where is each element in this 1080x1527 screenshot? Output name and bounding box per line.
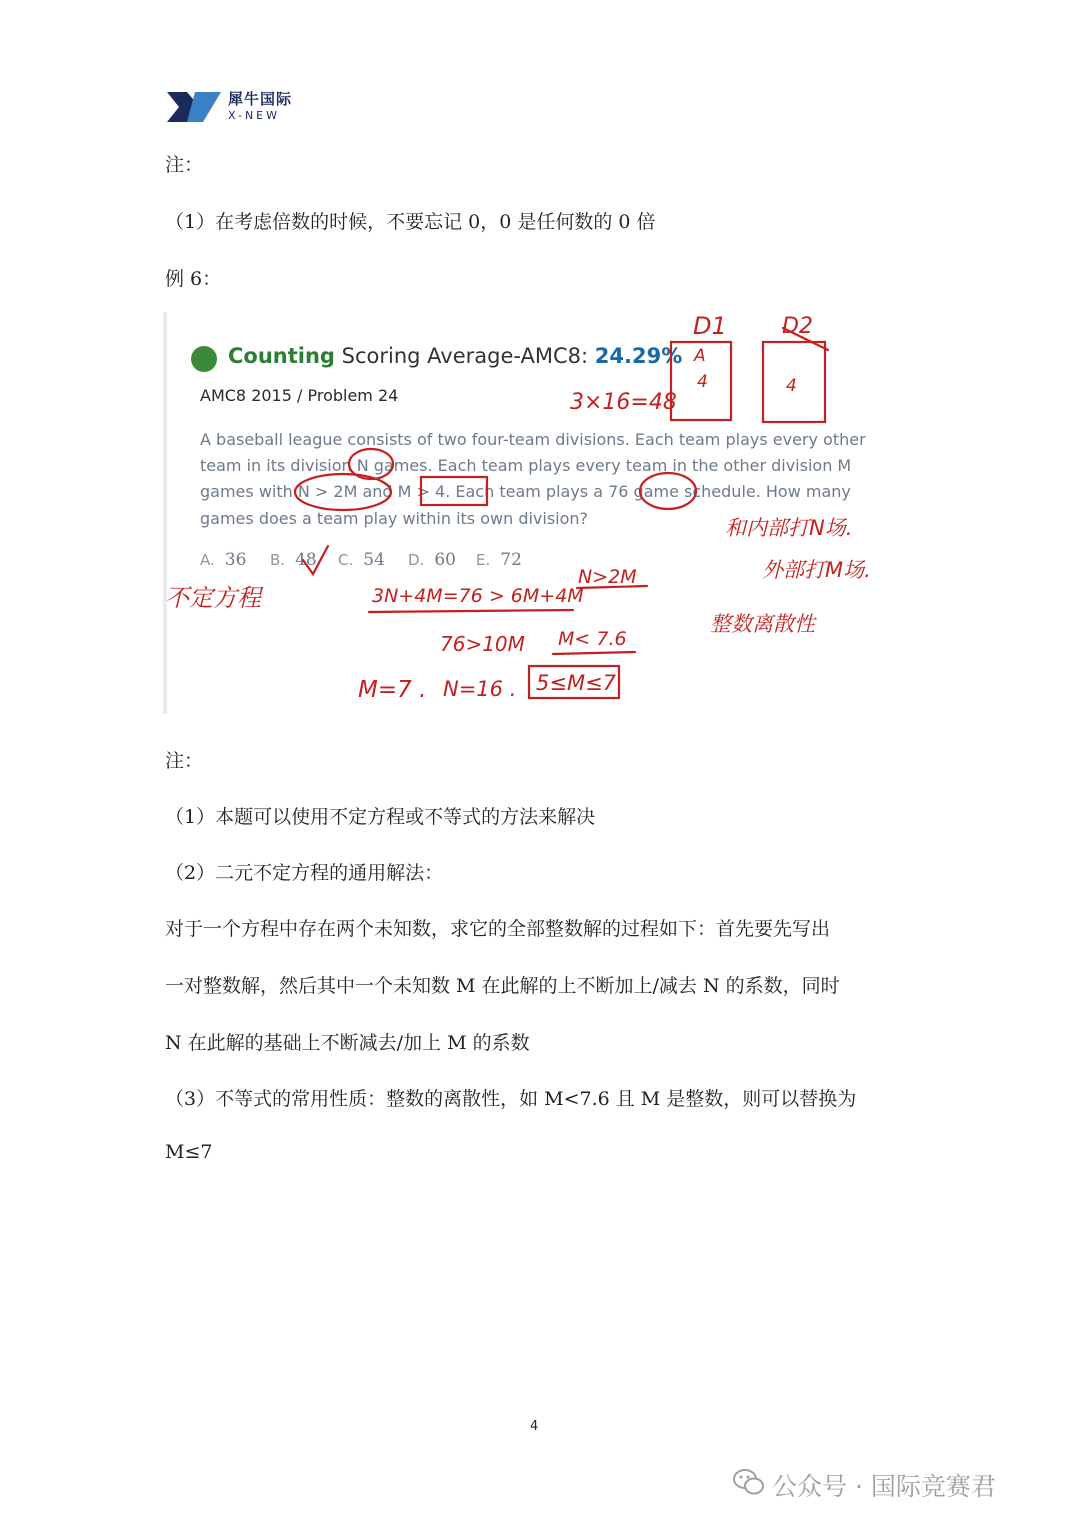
logo-text-en: X-NEW <box>228 109 281 122</box>
hw-note-right-1: 和内部打N场. <box>725 516 853 540</box>
option-value: 72 <box>500 550 522 570</box>
question-line-2: team in its division N games. Each team plays every team in the other division M <box>200 456 852 475</box>
note2-line-5: N 在此解的基础上不断减去/加上 M 的系数 <box>165 1032 530 1054</box>
hw-eq4b: N=16 . <box>443 677 517 701</box>
hw-eq4a: M=7 . <box>358 677 427 703</box>
hw-note-right-2: 外部打M场. <box>762 558 871 582</box>
note1-title: 注： <box>165 154 204 176</box>
hw-note-right-3: 整数离散性 <box>710 612 815 636</box>
hw-eq2: 76>10M <box>440 632 525 656</box>
hw-box-a: A <box>694 346 706 366</box>
footer-watermark: 公众号 · 国际竞赛君 <box>772 1472 996 1501</box>
example-label: 例 6： <box>165 268 222 290</box>
note2-line-2: （2）二元不定方程的通用解法： <box>165 862 444 884</box>
note1-item-1: （1）在考虑倍数的时候，不要忘记 0，0 是任何数的 0 倍 <box>165 211 656 233</box>
hw-eq4c: 5≤M≤7 <box>536 671 617 695</box>
heading-rest: Scoring Average-AMC8: <box>334 344 595 368</box>
option-value: 54 <box>363 550 385 570</box>
hw-eq1: 3N+4M=76 > 6M+4M <box>372 585 584 607</box>
option-value: 36 <box>224 550 247 570</box>
question-line-1: A baseball league consists of two four-team divisions. Each team plays every other <box>200 430 866 449</box>
logo-text-cn: 犀牛国际 <box>228 90 293 108</box>
hw-label-left: 不定方程 <box>165 584 261 612</box>
hw-d1: D1 <box>693 312 727 340</box>
note2-line-7: M≤7 <box>165 1141 213 1163</box>
option-letter: C. <box>338 551 354 569</box>
check-mark <box>303 546 328 574</box>
hw-eq3: M< 7.6 <box>558 628 627 650</box>
note2-line-6: （3）不等式的常用性质：整数的离散性，如 M<7.6 且 M 是整数，则可以替换为 <box>165 1088 857 1110</box>
problem-source: AMC8 2015 / Problem 24 <box>200 386 399 405</box>
note2-line-3: 对于一个方程中存在两个未知数，求它的全部整数解的过程如下：首先要先写出 <box>165 918 831 940</box>
wechat-icon <box>733 1468 765 1496</box>
note2-line-1: （1）本题可以使用不定方程或不等式的方法来解决 <box>165 806 596 828</box>
option-letter: B. <box>270 551 286 569</box>
option-letter: D. <box>408 551 425 569</box>
underline-eq1 <box>369 610 573 612</box>
circle-n-gt-2m <box>295 474 391 510</box>
question-line-3: games with N > 2M and M > 4. Each team plays a 76 game schedule. How many <box>200 482 851 501</box>
circle-76 <box>640 473 696 509</box>
underline-eq3 <box>553 652 635 654</box>
hw-d2: D2 <box>782 314 813 339</box>
option-value: 48 <box>295 550 317 570</box>
option-value: 60 <box>434 550 456 570</box>
note2-title: 注： <box>165 750 204 772</box>
topic-label: Counting <box>228 344 335 368</box>
option-letter: A. <box>200 551 215 569</box>
hw-eq1-cond: N>2M <box>578 566 637 588</box>
option-letter: E. <box>476 551 491 569</box>
question-line-4: games does a team play within its own division? <box>200 509 589 528</box>
page-number: 4 <box>530 1419 539 1434</box>
hw-four-a: 4 <box>697 372 708 392</box>
score-value: 24.29% <box>594 344 683 368</box>
note2-line-4: 一对整数解，然后其中一个未知数 M 在此解的上不断加上/减去 N 的系数，同时 <box>165 975 840 997</box>
hw-four-b: 4 <box>786 376 797 396</box>
box-m-gt-4 <box>421 477 487 505</box>
hw-calc: 3×16=48 <box>570 390 677 415</box>
